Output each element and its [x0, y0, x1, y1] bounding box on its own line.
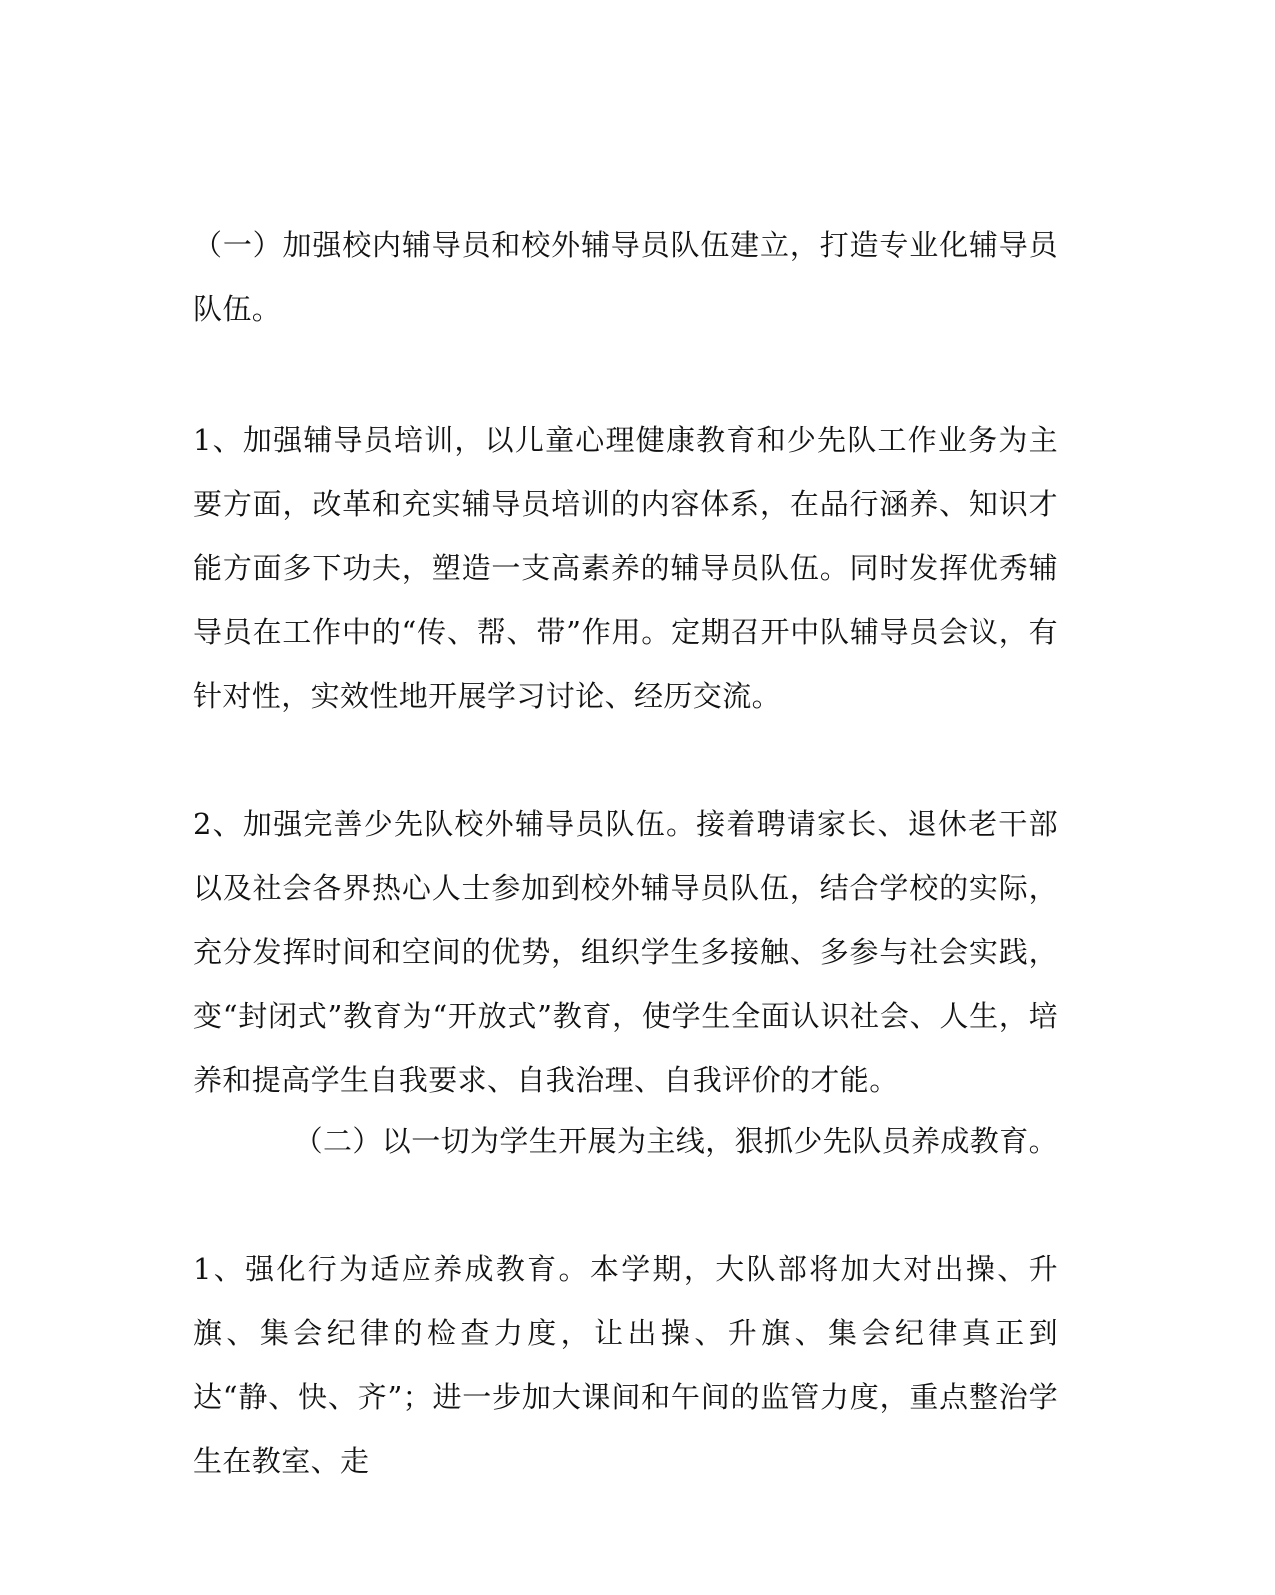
section-1-item-2: 2、加强完善少先队校外辅导员队伍。接着聘请家长、退休老干部以及社会各界热心人士参加到校外辅导员队伍，结合学校的实际，充分发挥时间和空间的优势，组织学生多接触、多参与社会实践，变“封闭式”教育为“开放式”教育，使学生全面认识社会、人生，培养和提高学生自我要求、自我治理、自我评价的才能。 [193, 807, 1058, 1097]
section-1-item-1: 1、加强辅导员培训，以儿童心理健康教育和少先队工作业务为主要方面，改革和充实辅导员培训的内容体系，在品行涵养、知识才能方面多下功夫，塑造一支高素养的辅导员队伍。同时发挥优秀辅导员在工作中的“传、帮、带”作用。定期召开中队辅导员会议，有针对性，实效性地开展学习讨论、经历交流。 [193, 423, 1058, 713]
section-1-heading: （一）加强校内辅导员和校外辅导员队伍建立，打造专业化辅导员队伍。 [193, 228, 1058, 326]
section-2-item-1: 1、强化行为适应养成教育。本学期，大队部将加大对出操、升旗、集会纪律的检查力度，让出操、升旗、集会纪律真正到达“静、快、齐”；进一步加大课间和午间的监管力度，重点整治学生在教室、走 [193, 1252, 1058, 1478]
section-2-heading: （二）以一切为学生开展为主线，狠抓少先队员养成教育。 [293, 1124, 1058, 1158]
